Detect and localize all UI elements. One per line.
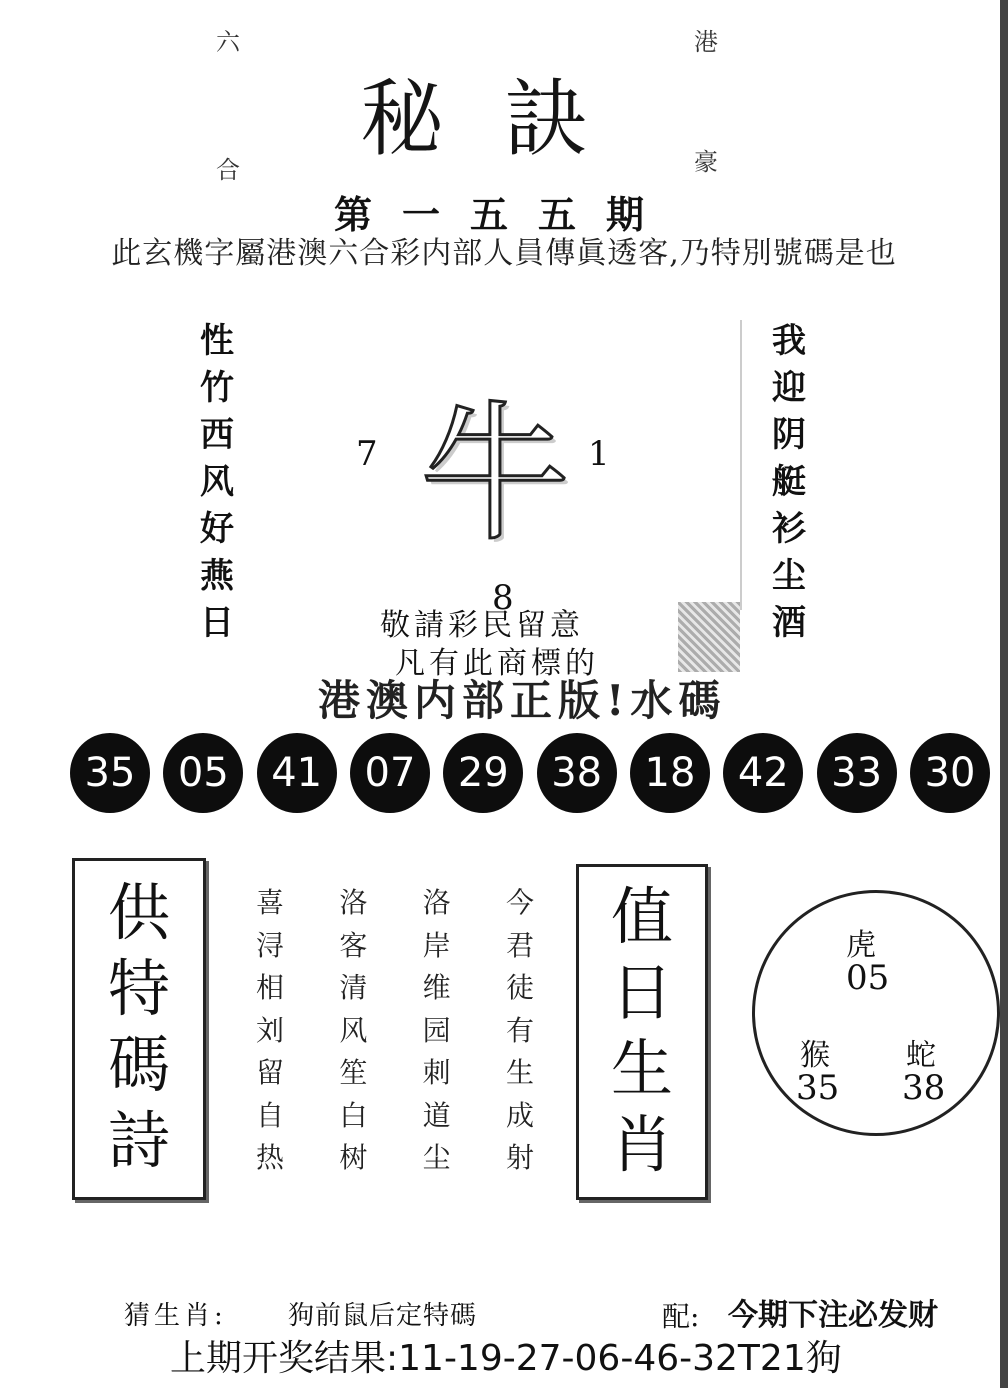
- right-char: 酒: [772, 603, 806, 643]
- page-title: 秘訣: [359, 70, 648, 168]
- subtitle-line: 此玄機字屬港澳六合彩内部人員傳眞透客,乃特別號碼是也: [111, 236, 897, 271]
- corner-char-top-right: 港: [694, 28, 718, 56]
- zodiac-title-box: [576, 864, 708, 1200]
- number-ball: 29: [443, 733, 523, 813]
- zodiac-title-char: 生: [610, 1032, 673, 1105]
- guess-label: 猜生肖:: [124, 1301, 227, 1331]
- center-zodiac-character: 牛: [419, 388, 570, 562]
- left-char: 好: [200, 509, 234, 549]
- zodiac-number: 35: [796, 1068, 840, 1108]
- right-char: 艇: [772, 462, 806, 502]
- number-ball: 41: [257, 733, 337, 813]
- poem-title-box: [72, 858, 206, 1200]
- number-ball: 07: [350, 733, 430, 813]
- number-ball: 05: [163, 733, 243, 813]
- poem-char: 清: [339, 971, 368, 1004]
- poem-char: 白: [339, 1098, 368, 1132]
- left-char: 燕: [200, 556, 234, 596]
- last-draw-result: 上期开奖结果:11-19-27-06-46-32T21狗: [170, 1338, 842, 1379]
- poem-char: 热: [255, 1141, 284, 1174]
- poem-char: 刘: [255, 1013, 284, 1047]
- left-char: 性: [200, 321, 234, 361]
- center-number-bottom: 8: [492, 578, 514, 618]
- poem-char: 相: [255, 971, 284, 1004]
- poem-char: 浔: [255, 928, 284, 962]
- right-char: 迎: [772, 368, 806, 408]
- poem-column: [417, 882, 457, 1182]
- poem-column: [333, 882, 373, 1182]
- stamp-smudge: [678, 602, 740, 672]
- poem-char: 刺: [422, 1056, 451, 1089]
- number-ball: 30: [910, 733, 990, 813]
- poem-char: 自: [255, 1098, 284, 1132]
- notice-line-3: 港澳内部正版!水碼: [318, 676, 727, 725]
- right-char: 衫: [772, 509, 806, 549]
- poem-char: 君: [505, 928, 534, 962]
- zodiac-title: [579, 879, 705, 1183]
- corner-char-bottom-left: 合: [216, 156, 240, 184]
- left-vertical-text: [192, 318, 242, 647]
- left-char: 风: [200, 462, 234, 502]
- poem-char: 今: [505, 886, 534, 919]
- poem-char: 岸: [422, 928, 451, 962]
- poem-char: 洛: [422, 886, 451, 919]
- notice-line-2: 凡有此商標的: [395, 646, 599, 681]
- center-number-right: 1: [588, 434, 610, 474]
- pei-value: 今期下注必发财: [728, 1298, 938, 1333]
- poem-char: 留: [255, 1056, 284, 1089]
- zodiac-title-char: 肖: [610, 1108, 673, 1181]
- number-ball: 18: [630, 733, 710, 813]
- poem-char: 维: [422, 971, 451, 1004]
- zodiac-title-char: 值: [610, 880, 673, 953]
- poem-char: 洛: [339, 886, 368, 919]
- poem-title-char: 特: [107, 952, 170, 1025]
- poem-column: [250, 882, 290, 1182]
- poem-char: 树: [339, 1141, 368, 1174]
- zodiac-number: 38: [902, 1068, 946, 1108]
- scan-edge: [1000, 0, 1008, 1388]
- zodiac-label: 虎: [846, 928, 876, 963]
- poem-char: 生: [505, 1056, 534, 1089]
- number-ball: 42: [723, 733, 803, 813]
- poem-title-char: 供: [107, 876, 170, 949]
- number-ball: 35: [70, 733, 150, 813]
- number-ball: 38: [537, 733, 617, 813]
- left-char: 竹: [200, 368, 234, 408]
- left-char: 日: [200, 603, 234, 643]
- poem-char: 道: [422, 1098, 451, 1132]
- poem-text: [250, 882, 540, 1182]
- corner-char-bottom-right: 豪: [694, 148, 718, 176]
- right-char: 阴: [772, 415, 806, 455]
- poem-char: 园: [422, 1013, 451, 1047]
- poem-char: 尘: [422, 1141, 451, 1174]
- zodiac-label: 蛇: [906, 1038, 936, 1073]
- poem-title-char: 詩: [107, 1104, 170, 1177]
- zodiac-title-char: 日: [610, 956, 673, 1029]
- poem-char: 有: [505, 1013, 534, 1047]
- poem-title-char: 碼: [107, 1028, 170, 1101]
- poem-char: 射: [505, 1141, 534, 1174]
- right-char: 尘: [772, 556, 806, 596]
- guess-value: 狗前鼠后定特碼: [288, 1301, 478, 1331]
- poem-char: 徒: [505, 971, 534, 1004]
- zodiac-label: 猴: [800, 1038, 830, 1073]
- divider-line: [740, 320, 742, 610]
- center-number-left: 7: [356, 434, 378, 474]
- right-vertical-text: [764, 318, 814, 647]
- poem-char: 笙: [339, 1056, 368, 1089]
- right-char: 我: [772, 321, 806, 361]
- poem-column: [500, 882, 540, 1182]
- corner-char-top-left: 六: [216, 28, 240, 56]
- zodiac-circle: [752, 890, 1000, 1136]
- pei-label: 配:: [662, 1300, 700, 1333]
- poem-char: 喜: [255, 886, 284, 919]
- poem-char: 成: [505, 1098, 534, 1132]
- notice-line-1: 敬請彩民留意: [380, 608, 584, 643]
- poem-char: 风: [339, 1013, 368, 1047]
- left-char: 西: [200, 415, 234, 455]
- poem-title: [75, 875, 203, 1179]
- issue-number: 第一五五期: [333, 192, 674, 237]
- zodiac-number: 05: [846, 958, 890, 998]
- number-ball: 33: [817, 733, 897, 813]
- poem-char: 客: [339, 928, 368, 962]
- number-ball-row: [70, 733, 990, 817]
